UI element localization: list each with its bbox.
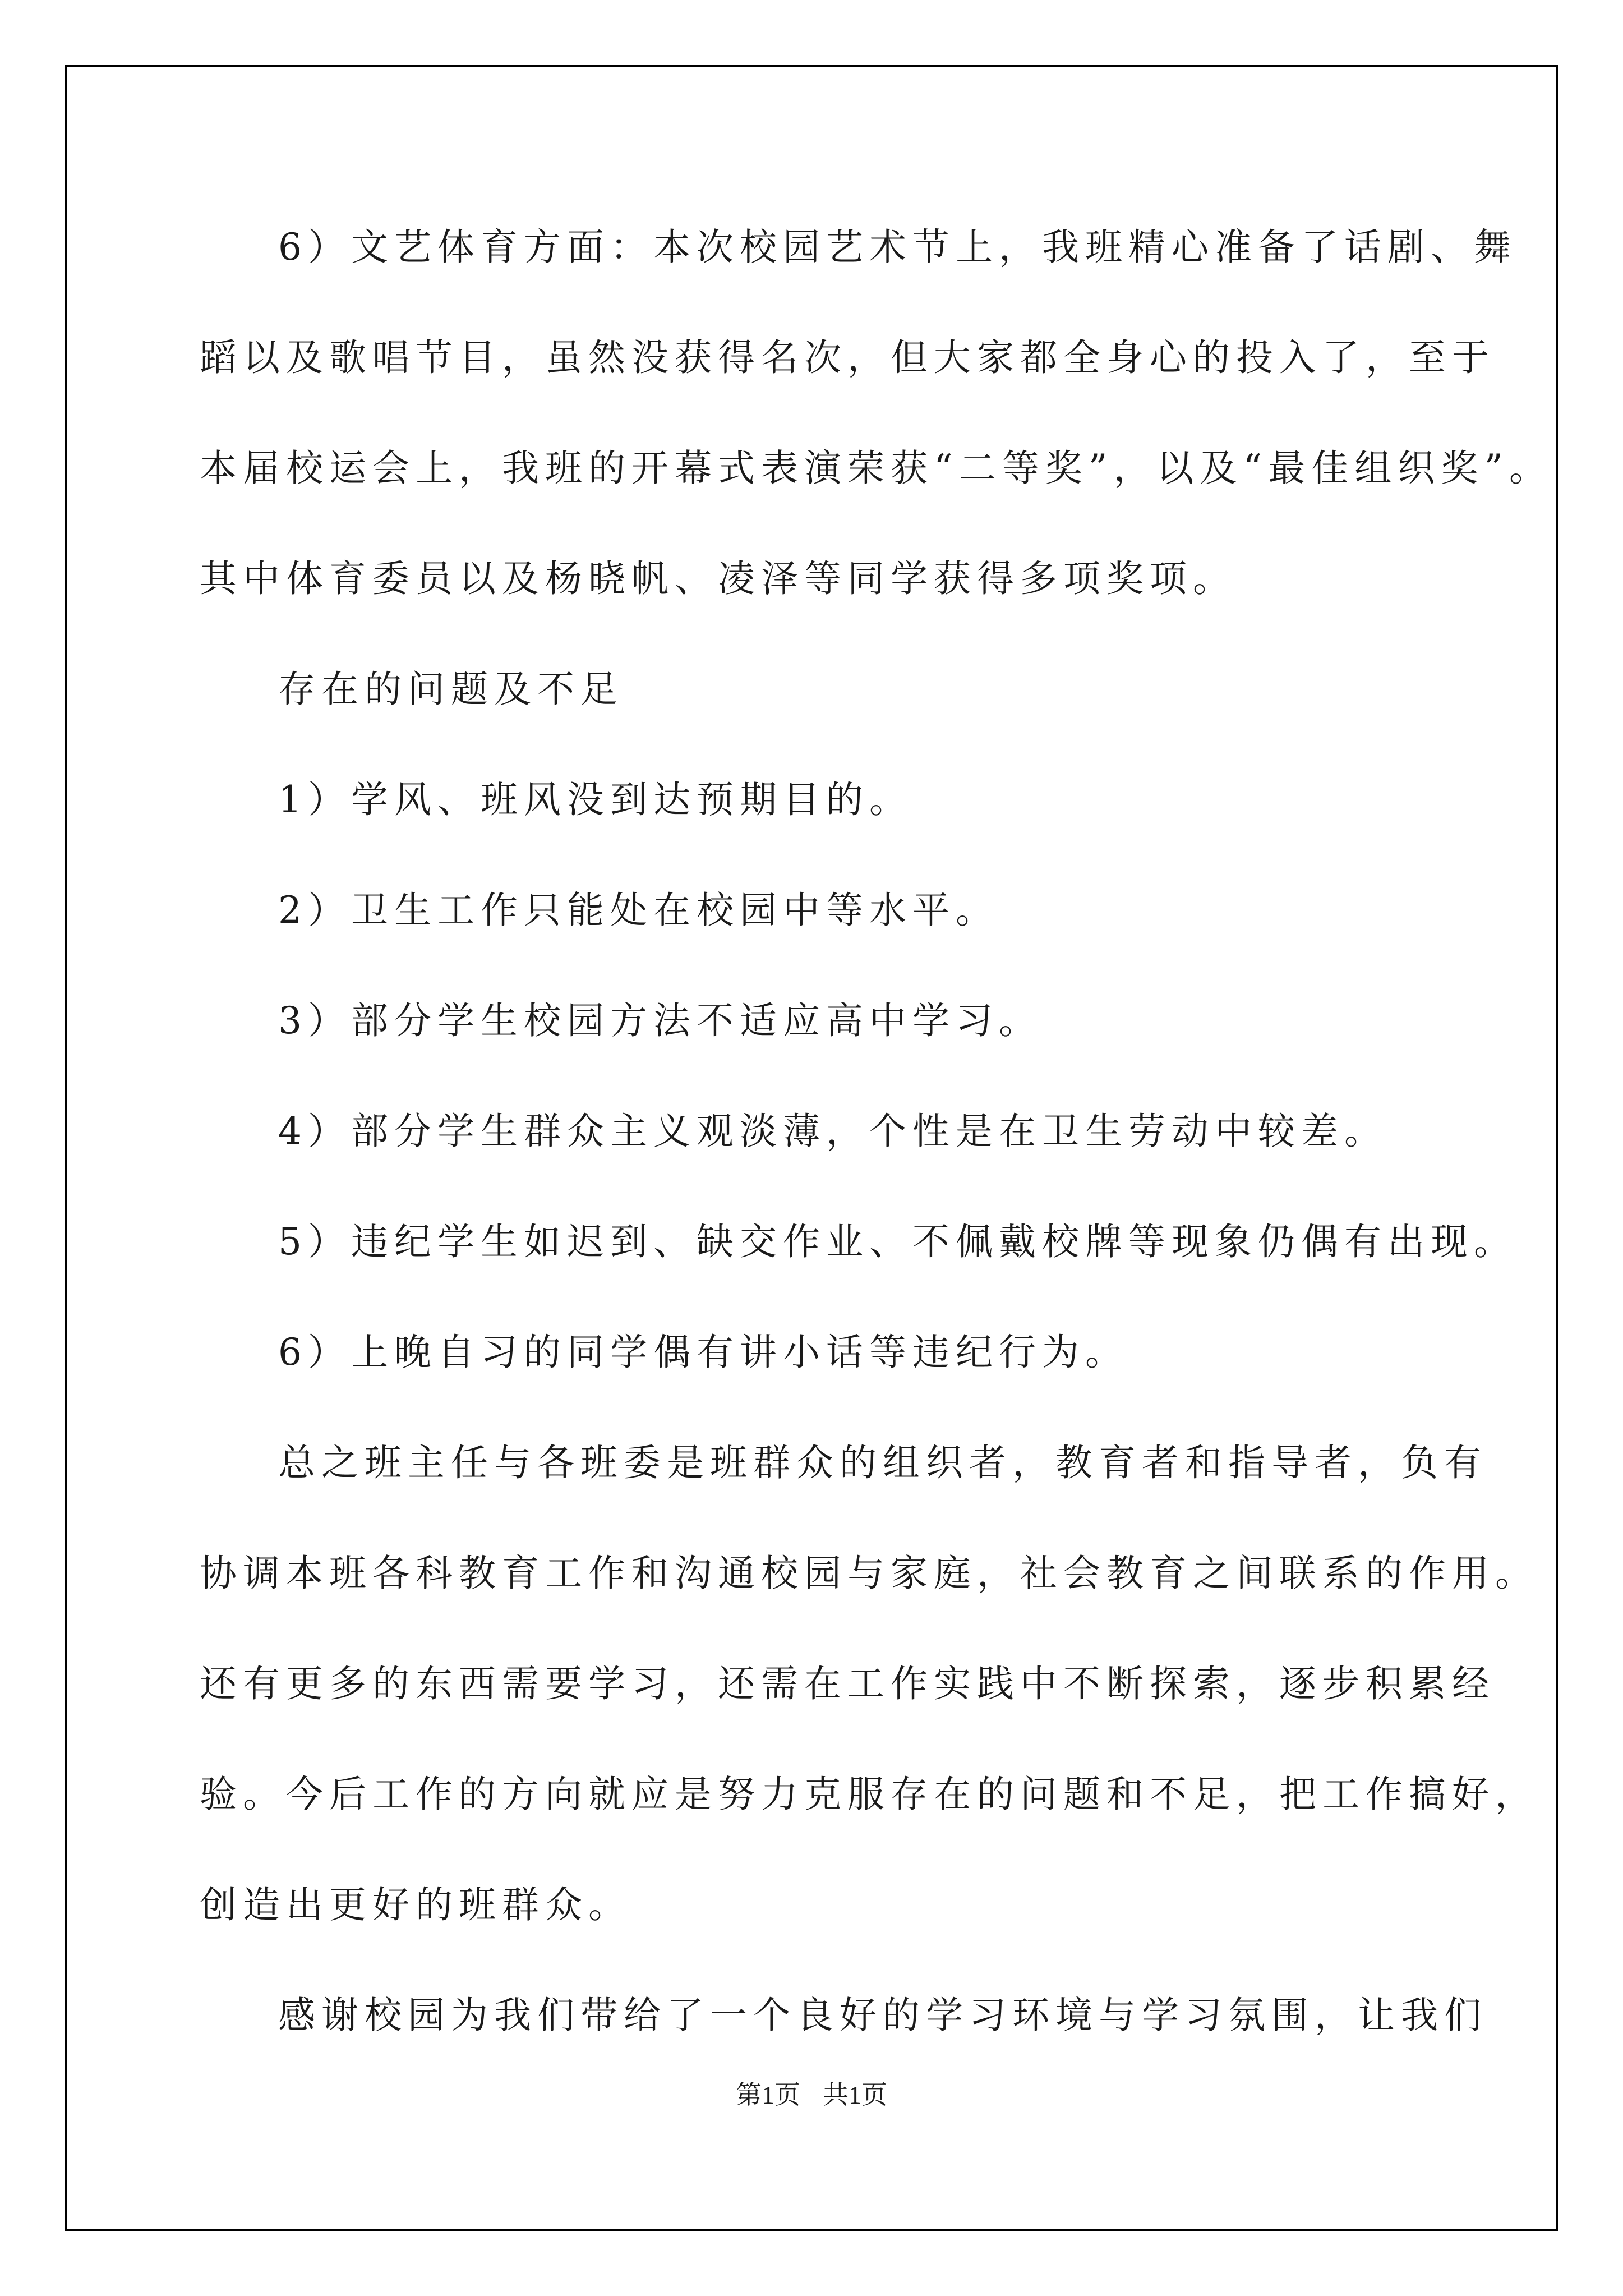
paragraph-line: 还有更多的东西需要学习，还需在工作实践中不断探索，逐步积累经: [200, 1662, 1495, 1705]
paragraph-line: 其中体育委员以及杨晓帆、凌泽等同学获得多项奖项。: [200, 557, 1236, 600]
page-number: 第1页: [736, 2081, 800, 2109]
paragraph-line: 协调本班各科教育工作和沟通校园与家庭，社会教育之间联系的作用。: [200, 1552, 1538, 1595]
paragraph-line: 本届校运会上，我班的开幕式表演荣获“二等奖”，以及“最佳组织奖”。: [200, 447, 1552, 490]
page-footer: [0, 2078, 1623, 2112]
section-heading: 存在的问题及不足: [278, 668, 624, 711]
paragraph-line: 创造出更好的班群众。: [200, 1883, 631, 1926]
list-item: 6）上晚自习的同学偶有讲小话等违纪行为。: [278, 1331, 1128, 1374]
list-item: 5）违纪学生如迟到、缺交作业、不佩戴校牌等现象仍偶有出现。: [278, 1220, 1517, 1263]
paragraph-line: 蹈以及歌唱节目，虽然没获得名次，但大家都全身心的投入了，至于: [200, 336, 1495, 379]
list-item: 4）部分学生群众主义观淡薄，个性是在卫生劳动中较差。: [278, 1110, 1387, 1153]
list-item: 3）部分学生校园方法不适应高中学习。: [278, 999, 1042, 1042]
paragraph-line: 验。今后工作的方向就应是努力克服存在的问题和不足，把工作搞好，: [200, 1773, 1538, 1816]
paragraph-line: 总之班主任与各班委是班群众的组织者，教育者和指导者，负有: [278, 1441, 1487, 1484]
list-item: 1）学风、班风没到达预期目的。: [278, 778, 912, 821]
page-total: 共1页: [823, 2081, 887, 2109]
paragraph-line: 6）文艺体育方面：本次校园艺术节上，我班精心准备了话剧、舞: [278, 226, 1517, 269]
paragraph-line: 感谢校园为我们带给了一个良好的学习环境与学习氛围，让我们: [278, 1994, 1487, 2037]
list-item: 2）卫生工作只能处在校园中等水平。: [278, 889, 999, 932]
